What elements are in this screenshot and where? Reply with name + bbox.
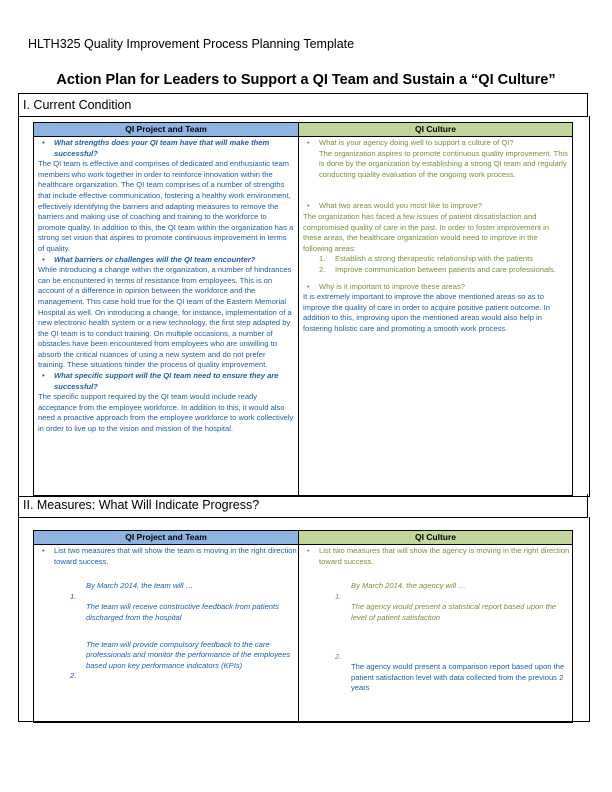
main-heading: Action Plan for Leaders to Support a QI Team and Sustain a “QI Culture” bbox=[56, 72, 556, 88]
section2-right-header: QI Culture bbox=[299, 531, 572, 545]
agency-measure: The agency would present a comparison report based upon the patient satisfaction level with data collected from the previous 2 years bbox=[351, 662, 565, 693]
team-by-date: By March 2014, the team will … bbox=[86, 581, 194, 591]
improve-answer: The organization has faced a few issues of patient dissatisfaction and compromised quality of care in the past. In order to foster improvement in these areas, the healthcare organization would need to improve in the following areas: bbox=[303, 211, 550, 253]
barriers-answer: While introducing a change within the organization, a number of hindrances can be encountered in terms of resistance from employees. This is on account of a difference in opinion between the workforce and the management. This case hold true for the QI team of the Eastern Memorial Hospital as well. On introducing a change, for instance, implementation of a new electronic health system or a new technology, the first step adapted by the QI team is to conduct training. On multiple occasions, a number of obstacles have been encountered from employees who are unwilling to absorb the critical nuances of using a new system and do not prefer training. These situations hinder the process of quality improvement. bbox=[38, 265, 292, 370]
section1-right-column bbox=[299, 123, 572, 495]
section2-right-column bbox=[299, 531, 572, 722]
improve-item-number: 2. bbox=[319, 264, 326, 274]
team-measures-prompt: • List two measures that will show the team is moving in the right direction toward success. bbox=[34, 546, 298, 567]
agency-measure-number: 1. bbox=[335, 591, 342, 601]
improve-item-text: Improve communication between patients and care professionals. bbox=[335, 264, 556, 274]
agency-measure-number: 2. bbox=[335, 651, 342, 661]
culture-question: • What is your agency doing well to support a culture of QI? bbox=[299, 138, 572, 149]
section2-left-header: QI Project and Team bbox=[34, 531, 298, 545]
importance-question: • Why is it important to improve these areas? bbox=[299, 282, 572, 293]
culture-answer: The organization aspires to promote continuous quality improvement. This is done by the organization by establishing a strong QI team and regularly conducting quality evaluation of the ongoing work process. bbox=[319, 148, 568, 179]
section1-header: I. Current Condition bbox=[18, 93, 588, 117]
team-measure: The team will provide compulsory feedback to the care professionals and monitor the performance of the employees based upon key performance indicators (KPIs) bbox=[86, 639, 291, 670]
team-measure-number: 2. bbox=[70, 671, 77, 681]
section2-header: II. Measures: What Will Indicate Progress? bbox=[18, 494, 588, 518]
agency-by-date: By March 2014, the agency will … bbox=[351, 581, 466, 591]
section1-left-column bbox=[34, 123, 299, 495]
section1-left-header: QI Project and Team bbox=[34, 123, 298, 137]
strengths-answer: The QI team is effective and comprises of dedicated and enthusiastic team members who work together in order to reinforce innovation within the healthcare organization. The QI team comprises of a number of strengths that include effective communication, fostering a healthy work environment, effectively identifying the barriers and adapting measures to remove the barriers and making use of coaching and training to the workforce to promote quality. In addition to this, the QI team within the organization has a strong set vision that aspires to promote continuous improvement in terms of quality. bbox=[38, 159, 294, 253]
team-measure: The team will receive constructive feedback from patients discharged from the hospital bbox=[86, 602, 279, 622]
improve-item-text: Establish a strong therapeutic relationship with the patients bbox=[335, 254, 533, 264]
strengths-question: • What strengths does your QI team have that will make them successful? bbox=[34, 138, 298, 159]
section2-table bbox=[33, 530, 573, 723]
support-answer: The specific support required by the QI team would include ready acceptance from the employee workforce. In addition to this, it would also need a proactive approach from the employee workforce to work collectively in order to live up to the vision and mission of the hospital. bbox=[38, 392, 294, 434]
improve-item bbox=[299, 265, 572, 276]
improve-item bbox=[299, 254, 572, 265]
agency-measures-prompt: • List two measures that will show the agency is moving in the right direction toward success. bbox=[299, 546, 572, 567]
barriers-question: • What barriers or challenges will the QI team encounter? bbox=[34, 255, 298, 266]
team-measure-number: 1. bbox=[70, 591, 77, 601]
improve-question: • What two areas would you most like to improve? bbox=[299, 201, 572, 212]
importance-answer: It is extremely important to improve the above mentioned areas so as to improve the quality of care in order to acquire positive patient outcome. In addition to this, improving upon the mentioned areas would also help in fostering holistic care and promoting a smooth work process. bbox=[303, 292, 550, 333]
section1-table bbox=[33, 122, 573, 496]
agency-measure: The agency would present a statistical report based upon the level of patient satisfaction bbox=[351, 602, 557, 622]
document-title: HLTH325 Quality Improvement Process Planning Template bbox=[28, 37, 355, 51]
section1-right-header: QI Culture bbox=[299, 123, 572, 137]
support-question: • What specific support will the QI team need to ensure they are successful? bbox=[34, 371, 298, 392]
section2-left-column bbox=[34, 531, 299, 722]
improve-item-number: 1. bbox=[319, 254, 326, 264]
